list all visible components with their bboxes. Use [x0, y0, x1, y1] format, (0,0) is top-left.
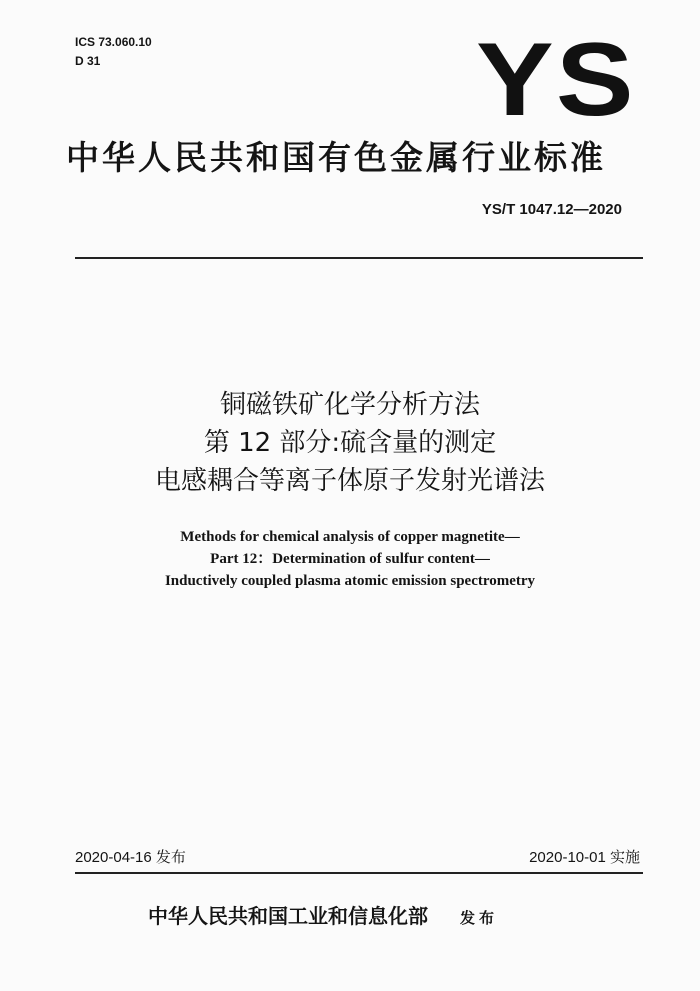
chinese-title-line-1: 铜磁铁矿化学分析方法	[219, 390, 480, 420]
chinese-title	[0, 386, 700, 500]
header-divider	[75, 257, 643, 259]
publish-word: 发布	[460, 909, 499, 927]
ys-logo: YS	[476, 22, 636, 138]
ics-code: ICS 73.060.10	[75, 35, 152, 49]
chinese-title-line-3: 电感耦合等离子体原子发射光谱法	[154, 466, 545, 496]
english-title-line-3: Inductively coupled plasma atomic emission spectrometry	[164, 573, 536, 589]
publisher-line	[148, 902, 498, 932]
issue-date: 2020-04-16 发布	[75, 849, 186, 866]
footer-divider	[75, 872, 643, 874]
chinese-title-line-2: 第 12 部分:硫含量的测定	[203, 428, 497, 458]
industry-standard-title: 中华人民共和国有色金属行业标准	[66, 138, 606, 177]
ccs-code: D 31	[75, 54, 101, 68]
publisher-name: 中华人民共和国工业和信息化部	[148, 904, 428, 928]
english-title-line-2: Part 12：Determination of sulfur content—	[210, 551, 490, 567]
standard-number: YS/T 1047.12—2020	[481, 201, 622, 218]
implementation-date: 2020-10-01 实施	[529, 849, 640, 866]
english-title	[0, 526, 700, 592]
english-title-line-1: Methods for chemical analysis of copper magnetite—	[180, 529, 520, 545]
